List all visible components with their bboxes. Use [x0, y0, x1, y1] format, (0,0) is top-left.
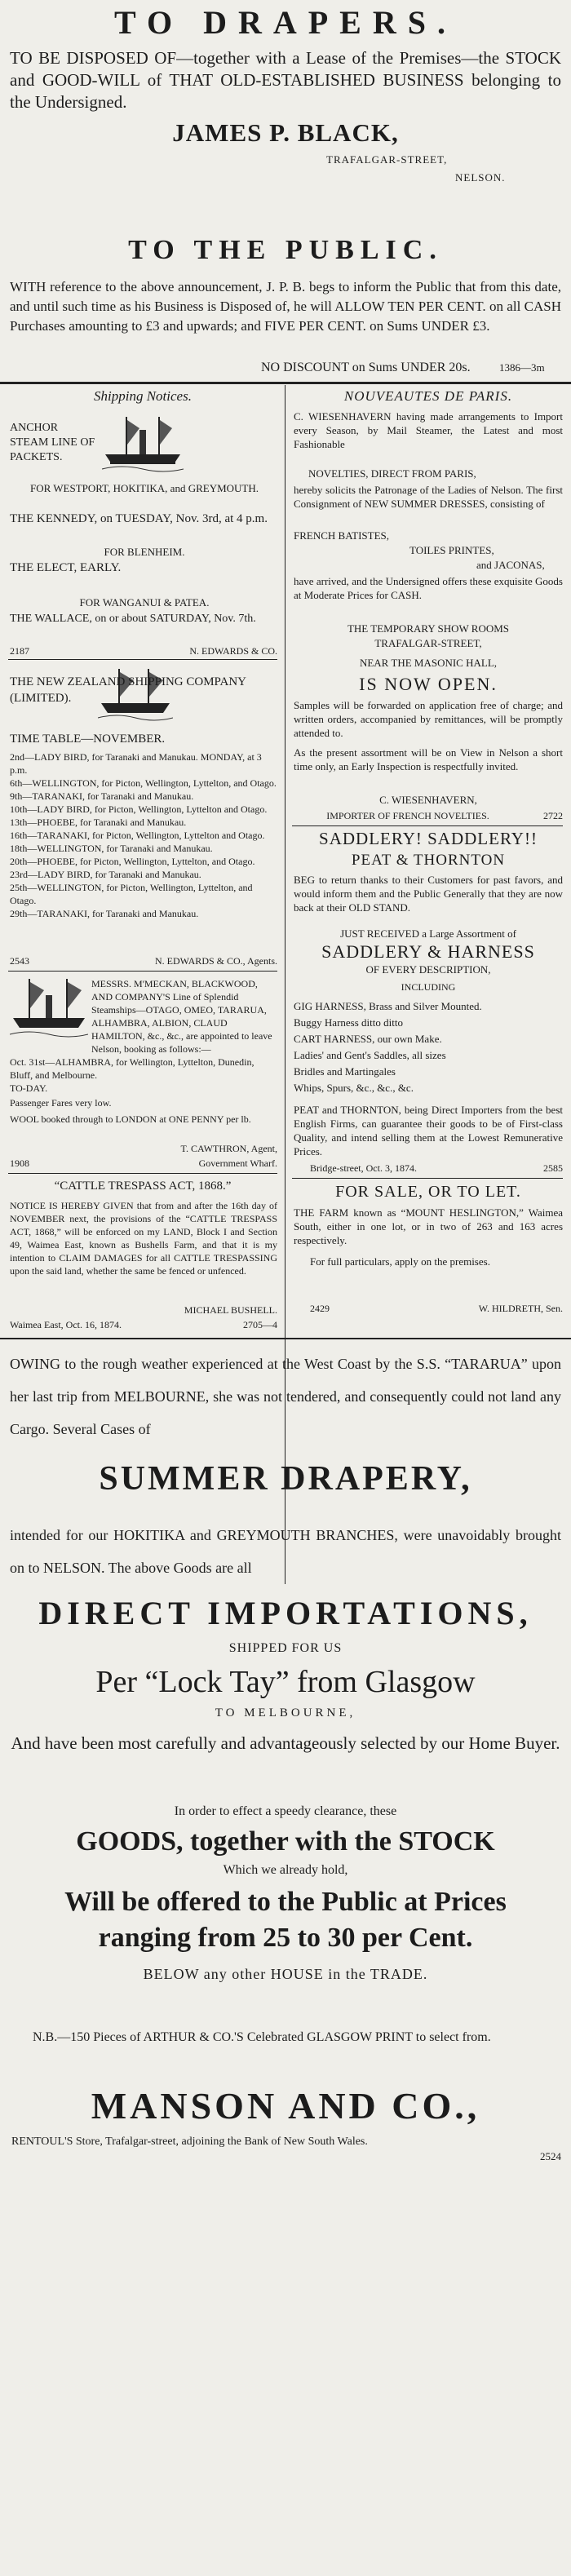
- drapers-street: TRAFALGAR-STREET,: [326, 153, 448, 166]
- timetable-title: TIME TABLE—NOVEMBER.: [10, 733, 166, 746]
- timetable-entry: 9th—TARANAKI, for Taranaki and Manukau.: [10, 790, 194, 802]
- mmeckan-wharf: Government Wharf.: [198, 1157, 277, 1169]
- drapers-owner: JAMES P. BLACK,: [172, 118, 399, 147]
- nouveautes-intro: C. WIESENHAVERN having made arrangements to Import every Season, by Mail Steamer, the Latest and most Fashionable: [294, 410, 563, 450]
- anchor-elect: THE ELECT, EARLY.: [10, 561, 122, 574]
- now-open-label: IS NOW OPEN.: [359, 674, 498, 694]
- anchor-agent: N. EDWARDS & CO.: [189, 645, 277, 657]
- nouveautes-novelties: NOVELTIES, DIRECT FROM PARIS,: [308, 467, 476, 480]
- saddlery-place: Bridge-street, Oct. 3, 1874.: [310, 1162, 417, 1174]
- nouveautes-title: NOUVEAUTES DE PARIS.: [343, 388, 513, 404]
- saddlery-body: BEG to return thanks to their Customers for past favors, and would inform them and the Public Generally that they are now back at their OLD STAND.: [294, 874, 563, 914]
- nz-company-header: THE NEW ZEALAND SHIPPING COMPANY (LIMITED).: [10, 675, 246, 705]
- section-divider: [0, 382, 571, 384]
- saddlery-item: CART HARNESS, our own Make.: [294, 1033, 442, 1045]
- timetable-entry: 13th—PHOEBE, for Taranaki and Manukau.: [10, 817, 187, 828]
- nouveautes-fabric-3: and JACONAS,: [476, 559, 545, 571]
- anchor-ref: 2187: [10, 645, 29, 657]
- anchor-wallace: THE WALLACE, on or about SATURDAY, Nov. 7th.: [10, 613, 256, 625]
- public-body: WITH reference to the above announcement, J. P. B. begs to inform the Public that from this date, and until such time as his Business is Disposed of, he will ALLOW TEN PER CENT. on all CASH Purchases amounting to £3 and upwards; and FIVE PER CENT. on Sums UNDER £3.: [10, 279, 561, 334]
- timetable-list: [10, 750, 279, 920]
- anchor-line: ANCHOR STEAM LINE OF PACKETS.: [10, 422, 95, 463]
- public-ref: 1386—3m: [499, 361, 545, 374]
- manson-shipped: SHIPPED FOR US: [228, 1641, 343, 1655]
- timetable-entry: 23rd—LADY BIRD, for Taranaki and Manukau.: [10, 869, 201, 880]
- public-headline: TO THE PUBLIC.: [128, 235, 443, 265]
- timetable-entry: 29th—TARANAKI, for Taranaki and Manukau.: [10, 908, 199, 919]
- saddlery-every: OF EVERY DESCRIPTION,: [365, 963, 491, 976]
- showrooms-street: TRAFALGAR-STREET,: [374, 637, 482, 649]
- drapers-headline: TO DRAPERS.: [114, 4, 457, 41]
- cattle-title: “CATTLE TRESPASS ACT, 1868.”: [54, 1180, 232, 1193]
- manson-goods: GOODS, together with the STOCK: [76, 1826, 495, 1857]
- saddlery-item: Bridles and Martingales: [294, 1065, 396, 1078]
- saddlery-closing: PEAT and THORNTON, being Direct Importers from the best English Firms, can guarantee their goods to be of First-class Quality, and intend selling them at the Lowest Remunerative Prices.: [294, 1104, 563, 1157]
- saddlery-item: Buggy Harness ditto ditto: [294, 1016, 403, 1029]
- saddlery-ref: 2585: [543, 1162, 563, 1174]
- manson-hold: Which we already hold,: [223, 1863, 348, 1877]
- timetable-entry: 2nd—LADY BIRD, for Taranaki and Manukau. MONDAY, at 3 p.m.: [10, 751, 262, 776]
- manson-firm: MANSON AND CO.,: [91, 2085, 480, 2127]
- cattle-signature: MICHAEL BUSHELL.: [184, 1304, 277, 1316]
- saddlery-title: SADDLERY! SADDLERY!!: [319, 829, 538, 848]
- saddlery-item: Whips, Spurs, &c., &c., &c.: [294, 1082, 414, 1094]
- saddlery-headline: SADDLERY & HARNESS: [321, 941, 535, 962]
- manson-per: Per “Lock Tay” from Glasgow: [95, 1665, 476, 1699]
- shipping-title: Shipping Notices.: [94, 388, 192, 404]
- manson-intended: intended for our HOKITIKA and GREYMOUTH BRANCHES, were unavoidably brought on to NELSON. The above Goods are all: [10, 1527, 561, 1576]
- nouveautes-arrived: have arrived, and the Undersigned offers these exquisite Goods at Moderate Prices for CASH.: [294, 575, 563, 601]
- timetable-entry: 18th—WELLINGTON, for Taranaki and Manukau.: [10, 843, 213, 854]
- anchor-wanganui: FOR WANGANUI & PATEA.: [79, 596, 210, 609]
- sale-ref: 2429: [310, 1303, 330, 1314]
- mmeckan-ref: 1908: [10, 1157, 29, 1169]
- timetable-entry: 16th—TARANAKI, for Picton, Wellington, Lyttelton and Otago.: [10, 830, 265, 841]
- cattle-body: NOTICE IS HEREBY GIVEN that from and after the 16th day of NOVEMBER next, the provisions of the “CATTLE TRESPASS ACT, 1868,” will be enforced on my LAND, Block I and Section 49, Waimea East, known as Bushells Farm, and that it is my intention to CLAIM DAMAGES for all CATTLE TRESPASSING upon the said land, whether the same be fenced or unfenced.: [10, 1200, 277, 1277]
- saddlery-firm: PEAT & THORNTON: [351, 852, 506, 869]
- manson-offered: Will be offered to the Public at Prices: [64, 1887, 507, 1917]
- manson-nb: N.B.—150 Pieces of ARTHUR & CO.'S Celebrated GLASGOW PRINT to select from.: [33, 2030, 491, 2044]
- manson-summer: SUMMER DRAPERY,: [99, 1460, 472, 1498]
- nouveautes-importer: IMPORTER OF FRENCH NOVELTIES.: [326, 810, 489, 821]
- nouveautes-signature: C. WIESENHAVERN,: [379, 794, 477, 806]
- sale-signature: W. HILDRETH, Sen.: [478, 1303, 563, 1314]
- anchor-kennedy: THE KENNEDY, on TUESDAY, Nov. 3rd, at 4 p.m.: [10, 512, 268, 525]
- nouveautes-samples: Samples will be forwarded on application free of charge; and written orders, accompanied by remittances, will be promptly attended to.: [294, 699, 563, 739]
- nouveautes-ref: 2722: [543, 810, 563, 821]
- anchor-westport: FOR WESTPORT, HOKITIKA, and GREYMOUTH.: [29, 482, 259, 494]
- nz-ref: 2543: [10, 955, 29, 967]
- mmeckan-sailing: Oct. 31st—ALHAMBRA, for Wellington, Lyttelton, Dunedin, Bluff, and Melbourne.: [10, 1056, 255, 1081]
- public-footer: NO DISCOUNT on Sums UNDER 20s.: [261, 361, 471, 374]
- saddlery-including: INCLUDING: [401, 981, 456, 993]
- cattle-place: Waimea East, Oct. 16, 1874.: [10, 1319, 122, 1330]
- nouveautes-fabric-2: TOILES PRINTES,: [409, 544, 494, 556]
- showrooms-title: THE TEMPORARY SHOW ROOMS: [347, 622, 510, 635]
- cattle-ref: 2705—4: [243, 1319, 277, 1330]
- timetable-entry: 20th—PHOEBE, for Picton, Wellington, Lyttelton, and Otago.: [10, 856, 255, 867]
- steamship-icon: [102, 412, 184, 476]
- manson-ranging: ranging from 25 to 30 per Cent.: [98, 1923, 473, 1953]
- drapers-town: NELSON.: [455, 171, 506, 184]
- saddlery-item: GIG HARNESS, Brass and Silver Mounted.: [294, 1000, 482, 1012]
- manson-clearance: In order to effect a speedy clearance, these: [174, 1804, 397, 1818]
- sale-body: THE FARM known as “MOUNT HESLINGTON,” Waimea South, either in one lot, or in two of 263 and 163 acres respectively.: [294, 1206, 563, 1246]
- nouveautes-assortment: As the present assortment will be on View in Nelson a short time only, an Early Inspection is respectfully invited.: [294, 746, 563, 772]
- saddlery-received: JUST RECEIVED a Large Assortment of: [340, 927, 516, 940]
- manson-intro: OWING to the rough weather experienced at the West Coast by the S.S. “TARARUA” upon her last trip from MELBOURNE, she was not tendered, and consequently could not land any Cargo. Several Cases of: [10, 1356, 561, 1437]
- mmeckan-wool: WOOL booked through to LONDON at ONE PENNY per lb.: [10, 1113, 251, 1125]
- timetable-entry: 25th—WELLINGTON, for Picton, Wellington, Lyttelton, and Otago.: [10, 882, 253, 906]
- timetable-entry: 6th—WELLINGTON, for Picton, Wellington, Lyttelton, and Otago.: [10, 777, 277, 789]
- timetable-entry: 10th—LADY BIRD, for Picton, Wellington, Lyttelton and Otago.: [10, 803, 268, 815]
- saddlery-item: Ladies' and Gent's Saddles, all sizes: [294, 1049, 446, 1061]
- manson-to-melbourne: TO MELBOURNE,: [215, 1706, 356, 1720]
- mmeckan-body: MESSRS. M'MECKAN, BLACKWOOD, AND COMPANY'S Line of Splendid Steamships—OTAGO, OMEO, TARARUA, ALHAMBRA, ALBION, CLAUD HAMILTON, &c., &c., are appointed to leave Nelson, booking as follows:—: [91, 978, 272, 1055]
- mmeckan-fares: Passenger Fares very low.: [10, 1097, 112, 1109]
- drapers-body: TO BE DISPOSED OF—together with a Lease of the Premises—the STOCK and GOOD-WILL of THAT OLD-ESTABLISHED BUSINESS belonging to the Undersigned.: [10, 48, 561, 112]
- nouveautes-patronage: hereby solicits the Patronage of the Ladies of Nelson. The first Consignment of NEW SUMMER DRESSES, consisting of: [294, 484, 563, 510]
- manson-direct: DIRECT IMPORTATIONS,: [38, 1595, 533, 1631]
- manson-selected: And have been most carefully and advantageously selected by our Home Buyer.: [11, 1733, 560, 1753]
- nz-agent: N. EDWARDS & CO., Agents.: [154, 955, 277, 967]
- sale-title: FOR SALE, OR TO LET.: [335, 1183, 521, 1201]
- mmeckan-ship-icon: [10, 976, 88, 1038]
- manson-below: BELOW any other HOUSE in the TRADE.: [143, 1966, 428, 1982]
- nouveautes-fabric-1: FRENCH BATISTES,: [294, 529, 390, 542]
- mmeckan-agent: T. CAWTHRON, Agent,: [180, 1143, 277, 1154]
- sale-particulars: For full particulars, apply on the premises.: [310, 1255, 490, 1268]
- manson-ref: 2524: [540, 2150, 561, 2162]
- mmeckan-today: TO-DAY.: [10, 1082, 48, 1094]
- saddlery-items: [294, 998, 563, 1096]
- section-divider: [0, 1338, 571, 1339]
- manson-address: RENTOUL'S Store, Trafalgar-street, adjoining the Bank of New South Wales.: [11, 2136, 368, 2148]
- anchor-blenheim: FOR BLENHEIM.: [104, 546, 185, 558]
- showrooms-near: NEAR THE MASONIC HALL,: [359, 657, 498, 669]
